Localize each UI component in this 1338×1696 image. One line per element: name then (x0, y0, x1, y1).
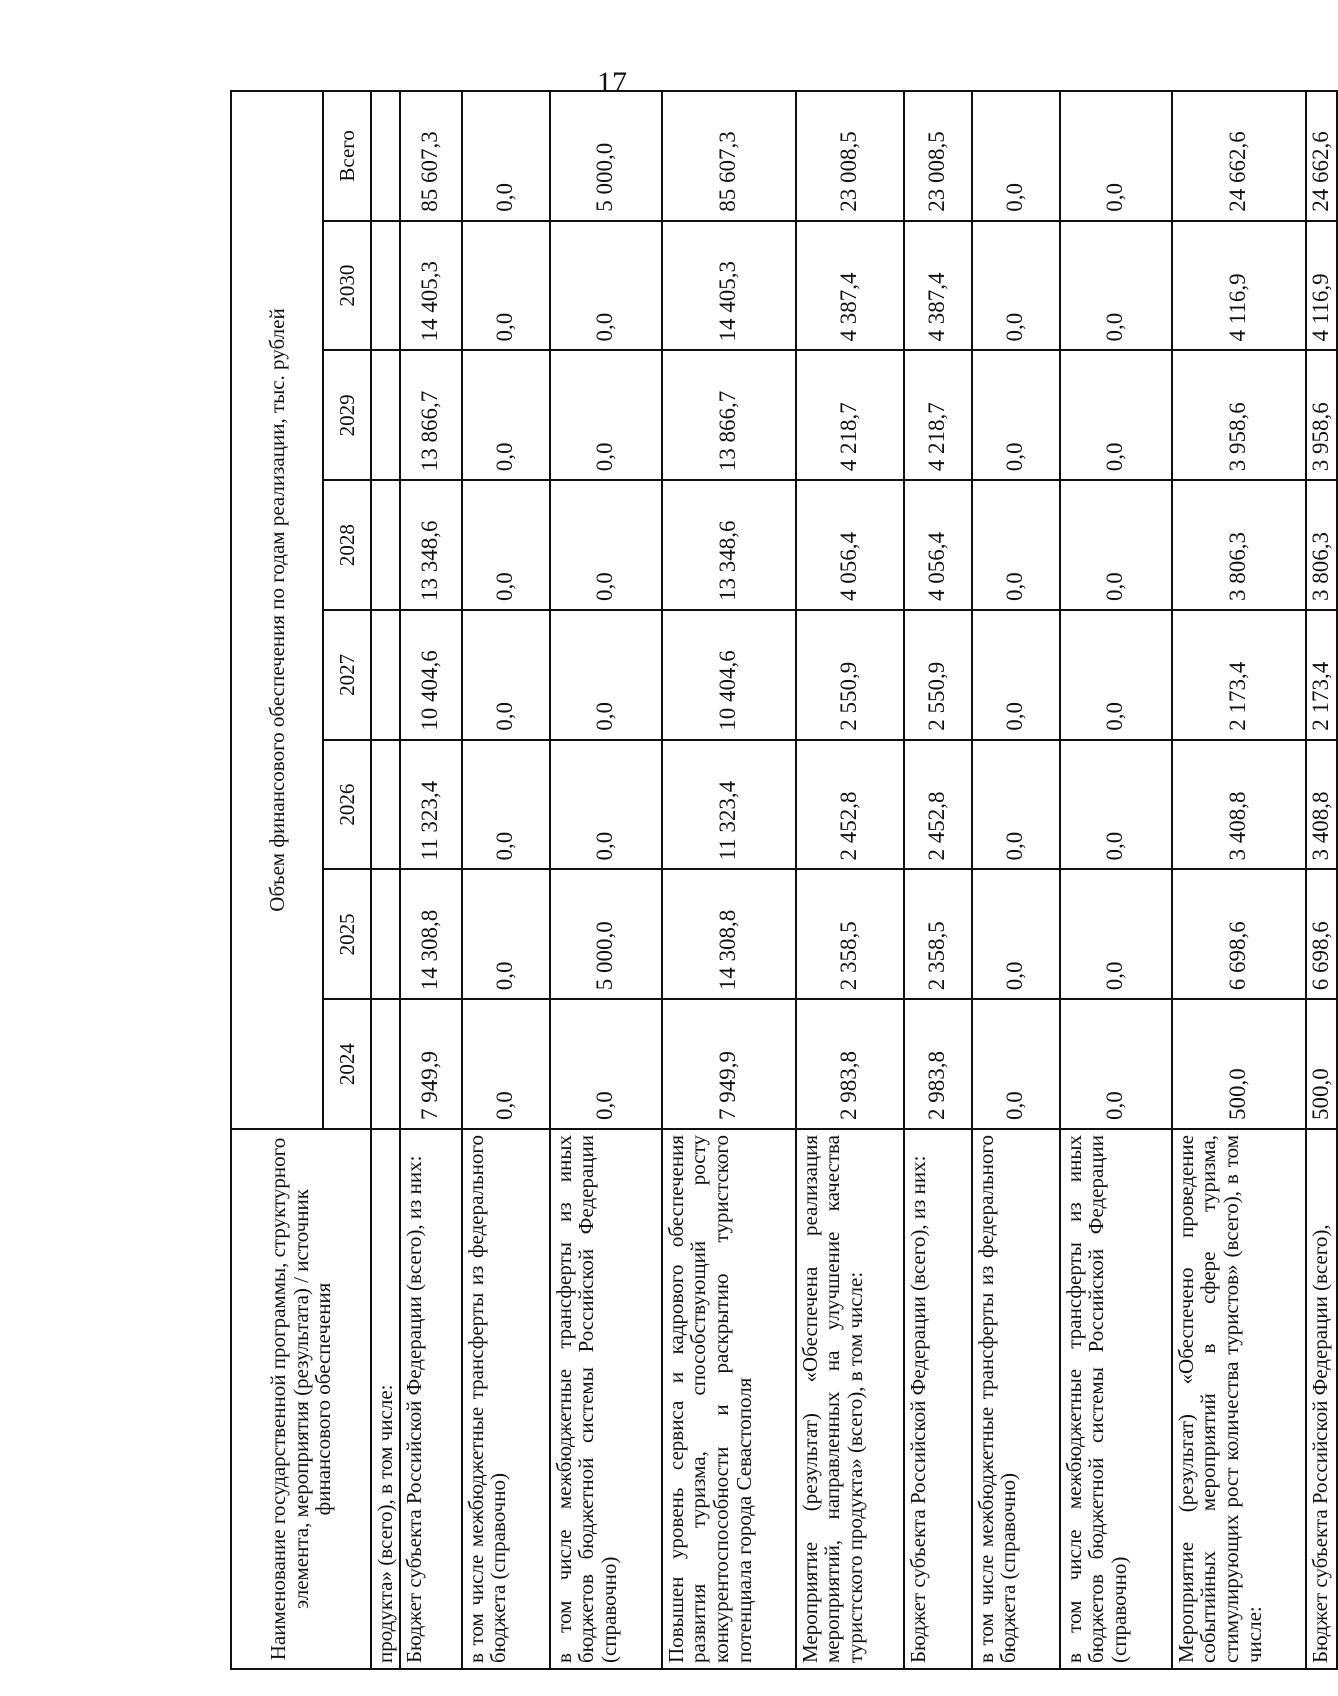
row-value: 6 698,6 (1172, 870, 1306, 1000)
row-name: Бюджет субъекта Российской Федерации (всего), (1306, 1129, 1337, 1669)
row-value: 500,0 (1172, 999, 1306, 1129)
row-value: 23 008,5 (904, 91, 972, 221)
row-value: 6 698,6 (1306, 870, 1337, 1000)
row-value: 0,0 (462, 351, 550, 481)
row-value: 2 173,4 (1306, 610, 1337, 740)
row-value: 5 000,0 (550, 91, 662, 221)
row-value: 85 607,3 (400, 91, 462, 221)
row-value: 0,0 (1060, 999, 1172, 1129)
header-year-3: 2027 (323, 610, 371, 740)
row-value: 0,0 (1060, 351, 1172, 481)
table-row (371, 91, 400, 1669)
table-row (1060, 91, 1172, 1669)
row-value: 0,0 (550, 221, 662, 351)
header-year-0: 2024 (323, 999, 371, 1129)
row-value (371, 740, 400, 870)
row-value: 2 358,5 (796, 870, 904, 1000)
table-row (1172, 91, 1306, 1669)
row-value: 0,0 (972, 870, 1060, 1000)
row-value: 0,0 (550, 351, 662, 481)
row-value: 10 404,6 (400, 610, 462, 740)
row-value: 7 949,9 (662, 999, 796, 1129)
row-name: продукта» (всего), в том числе: (371, 1129, 400, 1669)
row-value (371, 610, 400, 740)
row-value: 13 348,6 (662, 480, 796, 610)
row-value: 0,0 (462, 999, 550, 1129)
row-value: 3 408,8 (1172, 740, 1306, 870)
table-row (462, 91, 550, 1669)
row-value: 0,0 (550, 480, 662, 610)
row-value: 4 116,9 (1306, 221, 1337, 351)
row-value: 10 404,6 (662, 610, 796, 740)
row-value: 0,0 (972, 999, 1060, 1129)
row-value: 2 550,9 (796, 610, 904, 740)
header-year-2: 2026 (323, 740, 371, 870)
row-value: 0,0 (1060, 91, 1172, 221)
row-value: 11 323,4 (400, 740, 462, 870)
row-value: 3 806,3 (1172, 480, 1306, 610)
row-value: 2 173,4 (1172, 610, 1306, 740)
row-value: 0,0 (462, 870, 550, 1000)
row-value: 0,0 (1060, 610, 1172, 740)
row-value: 13 866,7 (662, 351, 796, 481)
row-value (371, 480, 400, 610)
page-number: 17 (597, 66, 627, 99)
table-row (400, 91, 462, 1669)
header-year-4: 2028 (323, 480, 371, 610)
row-name: в том числе межбюджетные трансферты из федерального бюджета (справочно) (972, 1129, 1060, 1669)
row-value: 500,0 (1306, 999, 1337, 1129)
header-year-7: Всего (323, 91, 371, 221)
row-value: 2 452,8 (796, 740, 904, 870)
row-value: 2 983,8 (904, 999, 972, 1129)
row-value: 4 056,4 (904, 480, 972, 610)
row-name: Мероприятие (результат) «Обеспечена реализация мероприятий, направленных на улучшение качества туристского продукта» (всего), в том числе: (796, 1129, 904, 1669)
row-value: 0,0 (1060, 870, 1172, 1000)
row-value: 13 866,7 (400, 351, 462, 481)
table-row (904, 91, 972, 1669)
row-name: в том числе межбюджетные трансферты из федерального бюджета (справочно) (462, 1129, 550, 1669)
row-value (371, 351, 400, 481)
table-row (972, 91, 1060, 1669)
row-value: 0,0 (972, 740, 1060, 870)
row-value (371, 91, 400, 221)
row-name: Бюджет субъекта Российской Федерации (всего), из них: (904, 1129, 972, 1669)
row-value: 13 348,6 (400, 480, 462, 610)
row-value: 14 308,8 (400, 870, 462, 1000)
header-year-1: 2025 (323, 870, 371, 1000)
row-value: 4 218,7 (904, 351, 972, 481)
row-value: 14 405,3 (400, 221, 462, 351)
row-value: 2 983,8 (796, 999, 904, 1129)
row-value: 0,0 (550, 740, 662, 870)
rotated-table-wrapper (230, 90, 1333, 1670)
row-value: 3 806,3 (1306, 480, 1337, 610)
table-row (1306, 91, 1337, 1669)
header-year-6: 2030 (323, 221, 371, 351)
row-value: 0,0 (972, 480, 1060, 610)
row-value: 11 323,4 (662, 740, 796, 870)
row-value: 0,0 (550, 610, 662, 740)
row-name: в том числе межбюджетные трансферты из иных бюджетов бюджетной системы Российской Федерации (справочно) (550, 1129, 662, 1669)
row-value: 14 308,8 (662, 870, 796, 1000)
row-value: 2 358,5 (904, 870, 972, 1000)
row-value: 3 408,8 (1306, 740, 1337, 870)
header-year-5: 2029 (323, 351, 371, 481)
header-volume-title: Объем финансового обеспечения по годам реализации, тыс. рублей (231, 91, 323, 1129)
row-value: 4 116,9 (1172, 221, 1306, 351)
row-value: 2 452,8 (904, 740, 972, 870)
row-value (371, 221, 400, 351)
row-value: 0,0 (972, 221, 1060, 351)
row-value: 2 550,9 (904, 610, 972, 740)
row-name: Бюджет субъекта Российской Федерации (всего), из них: (400, 1129, 462, 1669)
row-value: 0,0 (972, 351, 1060, 481)
financing-table (230, 90, 1338, 1670)
row-value: 4 387,4 (904, 221, 972, 351)
row-value: 0,0 (550, 999, 662, 1129)
row-value: 4 387,4 (796, 221, 904, 351)
row-value: 24 662,6 (1172, 91, 1306, 221)
row-value: 5 000,0 (550, 870, 662, 1000)
row-value (371, 999, 400, 1129)
row-value: 0,0 (972, 91, 1060, 221)
row-value: 0,0 (462, 480, 550, 610)
row-value: 23 008,5 (796, 91, 904, 221)
row-value: 7 949,9 (400, 999, 462, 1129)
table-row (550, 91, 662, 1669)
table-row (662, 91, 796, 1669)
row-value: 3 958,6 (1172, 351, 1306, 481)
row-value: 0,0 (1060, 480, 1172, 610)
row-value: 4 218,7 (796, 351, 904, 481)
row-value: 0,0 (462, 221, 550, 351)
row-name: в том числе межбюджетные трансферты из иных бюджетов бюджетной системы Российской Федерации (справочно) (1060, 1129, 1172, 1669)
row-value: 85 607,3 (662, 91, 796, 221)
row-value: 0,0 (462, 91, 550, 221)
row-value: 0,0 (972, 610, 1060, 740)
row-value: 0,0 (462, 740, 550, 870)
row-value: 24 662,6 (1306, 91, 1337, 221)
row-value: 0,0 (462, 610, 550, 740)
table-row (796, 91, 904, 1669)
row-value (371, 870, 400, 1000)
row-value: 4 056,4 (796, 480, 904, 610)
row-name: Повышен уровень сервиса и кадрового обеспечения развития туризма, способствующий росту конкурентоспособности и раскрытию туристского потенциала города Севастополя (662, 1129, 796, 1669)
header-name-column: Наименование государственной программы, структурного элемента, мероприятия (результата) / источник финансового обеспечения (231, 1129, 371, 1669)
row-value: 0,0 (1060, 740, 1172, 870)
row-name: Мероприятие (результат) «Обеспечено проведение событийных мероприятий в сфере туризма, стимулирующих рост количества туристов» (всего), в том числе: (1172, 1129, 1306, 1669)
row-value: 14 405,3 (662, 221, 796, 351)
row-value: 0,0 (1060, 221, 1172, 351)
row-value: 3 958,6 (1306, 351, 1337, 481)
